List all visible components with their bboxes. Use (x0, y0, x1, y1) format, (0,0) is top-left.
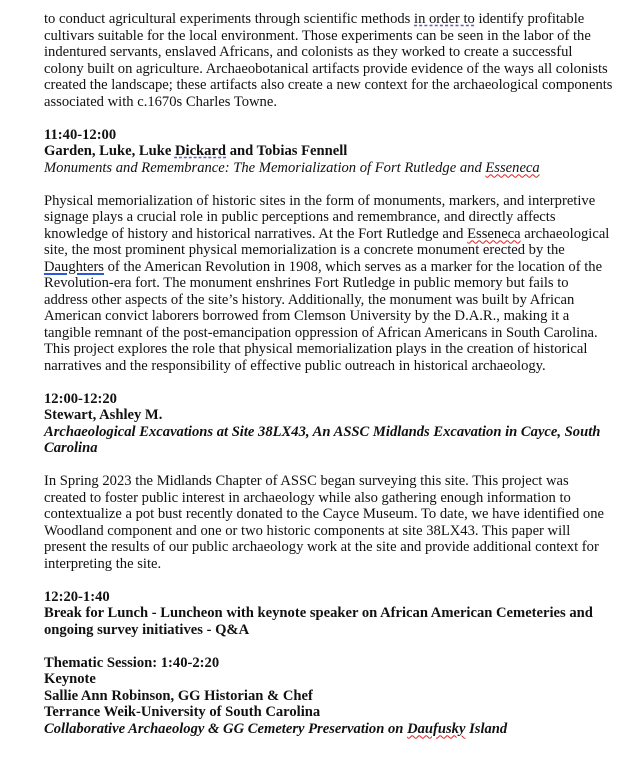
spelling-flag[interactable]: Esseneca (467, 225, 521, 242)
session-time: 12:00-12:20 (44, 390, 117, 407)
lunch-break (44, 589, 614, 639)
thematic-heading: Thematic Session: 1:40-2:20 (44, 654, 220, 671)
session-title: Archaeological Excavations at Site 38LX43, An ASSC Midlands Excavation in Cayce, South Carolina (44, 423, 601, 456)
text-run: Physical memorialization of historic sites in the form of monuments, markers, and interpretive signage plays a crucial role in public perceptions and remembrance, and directly affects knowledge of history and historical narratives. At the Fort Rutledge and (44, 192, 596, 242)
text-run: Island (465, 720, 508, 737)
text-run: to conduct agricultural experiments through scientific methods (44, 11, 415, 27)
session-authors (44, 143, 614, 160)
text-run: Monuments and Remembrance: The Memorialization of Fort Rutledge and (44, 159, 486, 176)
session-time: 11:40-12:00 (44, 126, 117, 143)
text-run: archaeological site, the most prominent physical memorialization is a concrete monument erected by the (44, 225, 610, 258)
spelling-flag[interactable]: Daufusky (407, 720, 466, 737)
session-1-abstract (44, 193, 614, 375)
document-page (44, 11, 614, 754)
lunch-description: Break for Lunch - Luncheon with keynote speaker on African American Cemeteries and ongoing survey initiatives - Q&A (44, 605, 593, 638)
session-time: 12:20-1:40 (44, 588, 110, 605)
text-run: identify profitable cultivars suitable for the local environment. Those experiments can be seen in the labor of the indentured servants, enslaved Africans, and colonists as they worked to create a successful colony built on agriculture. Archaeobotanical artifacts provide evidence of the ways all colonists created the landscape; these artifacts also create a new context for the archaeological components associated with c.1670s Charles Towne. (44, 11, 613, 110)
text-run: and Tobias Fennell (226, 143, 348, 159)
keynote-label: Keynote (44, 671, 96, 687)
session-author: Stewart, Ashley M. (44, 407, 163, 423)
grammar-flag[interactable]: Dickard (174, 143, 227, 159)
speaker-2: Terrance Weik-University of South Carolina (44, 704, 321, 720)
intro-paragraph (44, 11, 614, 110)
text-run: of the American Revolution in 1908, which serves as a marker for the location of the Revolution-era fort. The monument enshrines Fort Rutledge in public memory but fails to address other aspects of the site’s history. Additionally, the monument was built by African American convict laborers borrowed from Clemson University by the D.A.R., making it a tangible remnant of the post-emancipation oppression of African Americans in South Carolina. This project explores the role that physical memorialization plays in the creation of historical narratives and the responsibility of effective public outreach in historical archaeology. (44, 258, 603, 374)
thematic-session (44, 655, 614, 738)
speaker-1: Sallie Ann Robinson, GG Historian & Chef (44, 687, 313, 704)
grammar-flag[interactable]: in order to (414, 11, 475, 27)
spelling-flag[interactable]: Esseneca (485, 159, 540, 176)
text-run: Garden, Luke, Luke (44, 143, 175, 159)
session-title (44, 160, 614, 177)
session-2 (44, 391, 614, 457)
grammar-flag[interactable]: Daughters (44, 258, 104, 275)
text-run: Collaborative Archaeology & GG Cemetery Preservation on (44, 720, 408, 737)
session-2-abstract: In Spring 2023 the Midlands Chapter of ASSC began surveying this site. This project was created to foster public interest in archaeology while also gathering enough information to contextualize a pot bust recently donated to the Cayce Museum. To date, we have identified one Woodland component and one or two historic components at site 38LX43. This paper will present the results of our public archaeology work at the site and provide additional context for interpreting the site. (44, 473, 604, 572)
keynote-title (44, 721, 614, 738)
session-1 (44, 127, 614, 177)
